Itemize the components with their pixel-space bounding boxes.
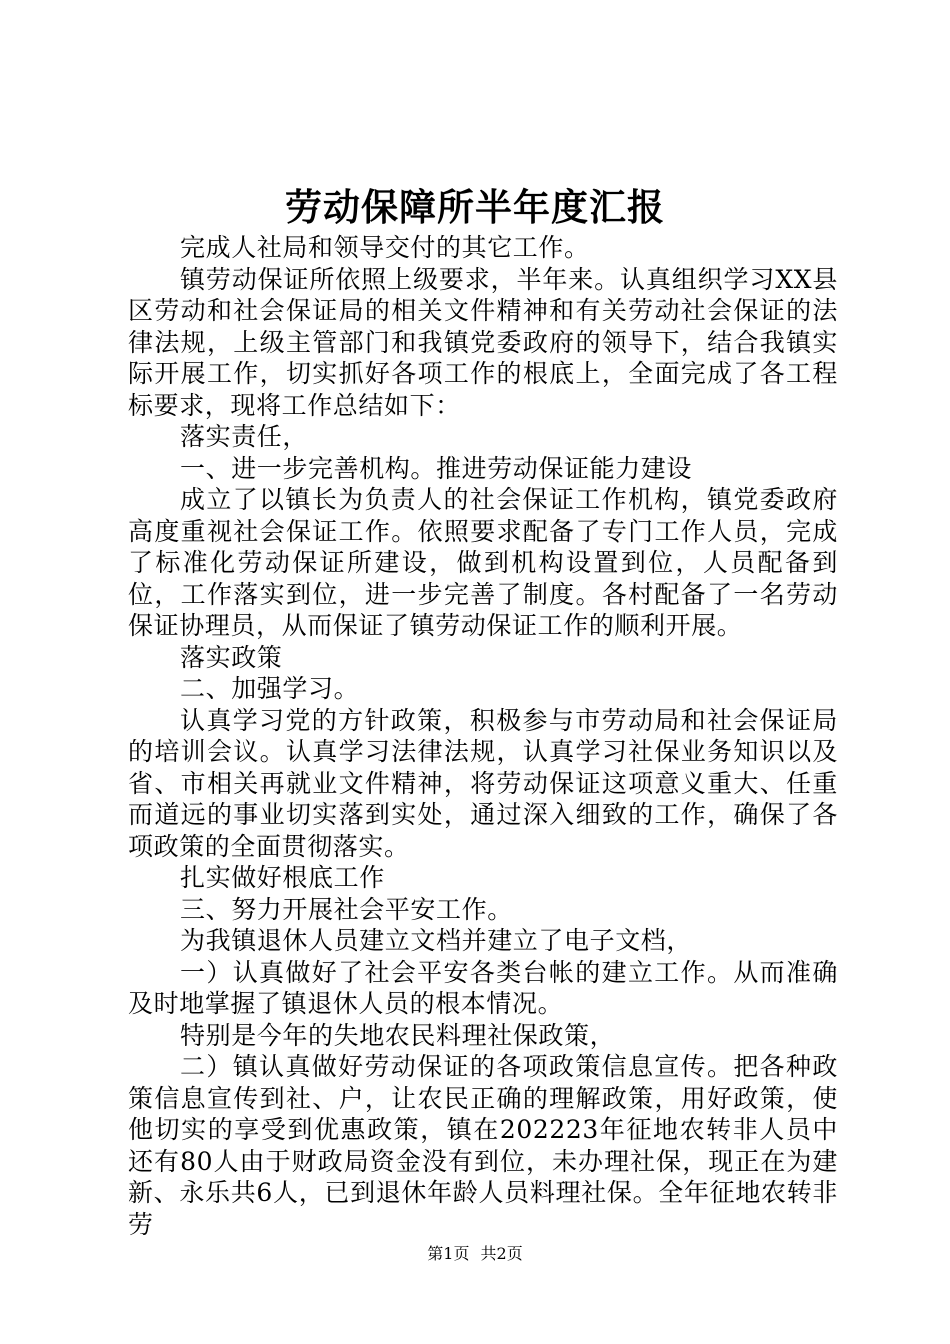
paragraph: 二）镇认真做好劳动保证的各项政策信息宣传。把各种政策信息宣传到社、户，让农民正确的理解政策，用好政策，使他切实的享受到优惠政策，镇在202223年征地农转非人员中还有80人由于财政局资金没有到位，未办理社保，现正在为建新、永乐共6人，已到退休年龄人员料理社保。全年征地农转非劳 [128, 1052, 838, 1239]
document-body [128, 232, 838, 1240]
paragraph: 镇劳动保证所依照上级要求，半年来。认真组织学习XX县区劳动和社会保证局的相关文件精神和有关劳动社会保证的法律法规，上级主管部门和我镇党委政府的领导下，结合我镇实际开展工作，切实抓好各项工作的根底上，全面完成了各工程标要求，现将工作总结如下： [128, 264, 838, 420]
section-heading: 落实责任， [180, 422, 309, 451]
section-heading: 一、进一步完善机构。推进劳动保证能力建设 [180, 453, 693, 483]
page-footer [0, 1243, 950, 1265]
page-number: 第1页 [427, 1244, 470, 1263]
paragraph: 成立了以镇长为负责人的社会保证工作机构，镇党委政府高度重视社会保证工作。依照要求配备了专门工作人员，完成了标准化劳动保证所建设，做到机构设置到位，人员配备到位，工作落实到位，进一步完善了制度。各村配备了一名劳动保证协理员，从而保证了镇劳动保证工作的顺利开展。 [128, 485, 838, 640]
paragraph: 认真学习党的方针政策，积极参与市劳动局和社会保证局的培训会议。认真学习法律法规，认真学习社保业务知识以及省、市相关再就业文件精神，将劳动保证这项意义重大、任重而道远的事业切实落到实处，通过深入细致的工作，确保了各项政策的全面贯彻落实。 [128, 705, 838, 861]
section-heading: 扎实做好根底工作 [180, 863, 385, 892]
paragraph: 为我镇退休人员建立文档并建立了电子文档， [180, 926, 693, 955]
paragraph: 完成人社局和领导交付的其它工作。 [180, 233, 590, 262]
section-heading: 三、努力开展社会平安工作。 [180, 894, 513, 924]
document-title: 劳动保障所半年度汇报 [285, 185, 665, 229]
section-heading: 二、加强学习。 [180, 674, 360, 703]
paragraph: 一）认真做好了社会平安各类台帐的建立工作。从而准确及时地掌握了镇退休人员的根本情况。 [128, 957, 838, 1018]
paragraph: 特别是今年的失地农民料理社保政策， [180, 1020, 616, 1050]
section-heading: 落实政策 [180, 642, 283, 672]
page-total: 共2页 [480, 1244, 523, 1263]
